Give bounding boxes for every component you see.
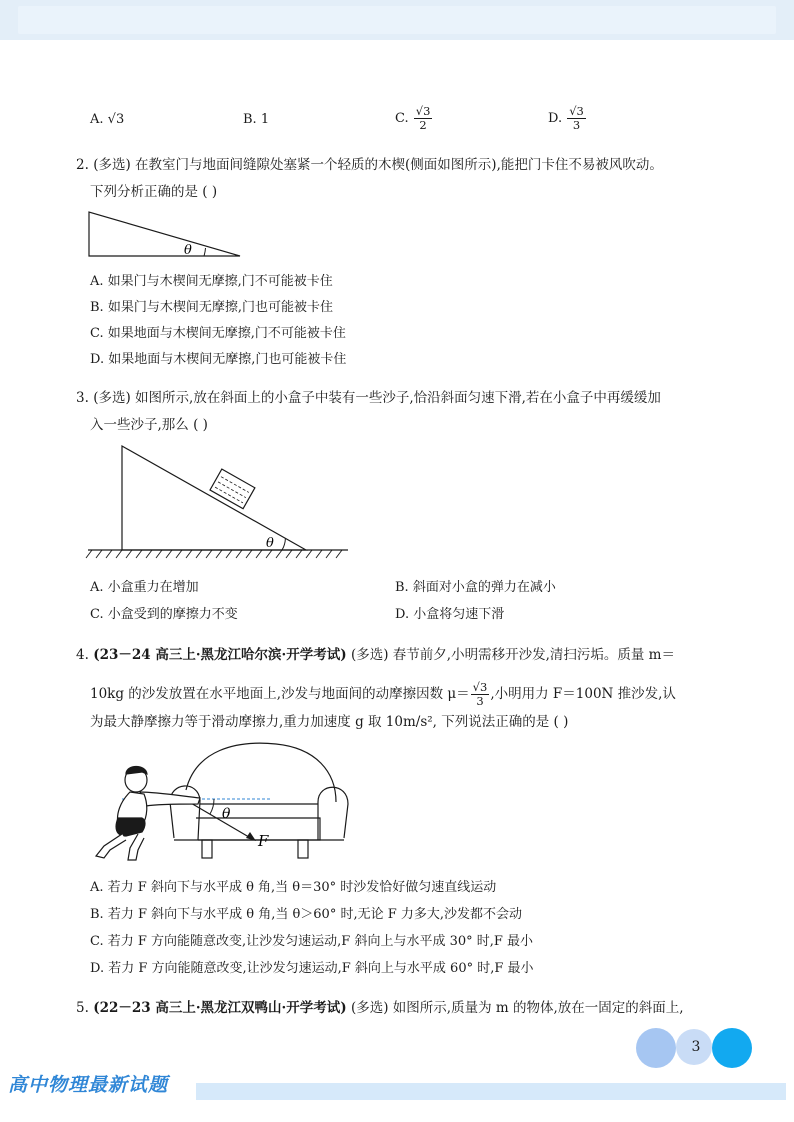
q4-option-d: D. 若力 F 方向能随意改变,让沙发匀速运动,F 斜向上与水平成 60° 时,F 最小 — [90, 961, 534, 976]
q3-option-d: D. 小盒将匀速下滑 — [395, 607, 505, 622]
q1-option-c — [395, 101, 433, 137]
q4-option-a: A. 若力 F 斜向下与水平成 θ 角,当 θ＝30° 时沙发恰好做匀速直线运动 — [90, 880, 497, 895]
q1-option-d-fraction — [567, 105, 586, 132]
q5-text: 如图所示,质量为 m 的物体,放在一固定的斜面上, — [392, 1000, 684, 1016]
q2-option-b: B. 如果门与木楔间无摩擦,门也可能被卡住 — [90, 300, 333, 315]
q4-stem-line2 — [90, 676, 676, 712]
q2-theta-label: θ — [184, 243, 192, 258]
q2-number: 2. — [76, 157, 89, 173]
q1-option-d-numerator: √3 — [569, 104, 584, 118]
q4-text-2a: 10kg 的沙发放置在水平地面上,沙发与地面间的动摩擦因数 μ＝ — [90, 686, 470, 702]
q1-option-d — [548, 101, 587, 137]
q4-force-label: F — [258, 832, 269, 850]
q3-angle-arc — [282, 538, 285, 550]
q4-force-arrow — [184, 799, 254, 840]
q4-person-pushing — [96, 767, 200, 861]
q1-option-a-value: √3 — [107, 112, 125, 127]
q1-option-c-letter: C. — [395, 111, 409, 126]
q1-option-d-letter: D. — [548, 111, 563, 126]
q3-stem-line2: 入一些沙子,那么 ( ) — [90, 417, 208, 433]
q3-incline-figure — [86, 442, 356, 567]
q1-option-b-letter: B. — [243, 112, 257, 127]
q3-option-b: B. 斜面对小盒的弹力在减小 — [395, 580, 556, 595]
q3-ground-hatching — [86, 550, 342, 558]
footer-brand-text: 高中物理最新试题 — [8, 1074, 169, 1096]
q2-text-1: 在教室门与地面间缝隙处塞紧一个轻质的木楔(侧面如图所示),能把门卡住不易被风吹动。 — [135, 157, 663, 173]
q1-option-c-numerator: √3 — [415, 104, 431, 118]
q1-option-c-denominator: 2 — [419, 118, 427, 132]
q3-number: 3. — [76, 390, 89, 406]
q5-source: (22－23 高三上·黑龙江双鸭山·开学考试) — [93, 1000, 347, 1016]
q1-option-b-value: 1 — [260, 112, 270, 127]
q4-text-2b: ,小明用力 F＝100N 推沙发,认 — [490, 686, 676, 702]
q1-option-a-letter: A. — [90, 112, 104, 127]
q3-option-a: A. 小盒重力在增加 — [90, 580, 199, 595]
q2-stem-line1 — [76, 155, 663, 175]
q2-option-d: D. 如果地面与木楔间无摩擦,门也可能被卡住 — [90, 352, 347, 367]
q1-option-a — [90, 110, 124, 130]
footer-circle-left — [636, 1028, 676, 1068]
footer-bar — [196, 1083, 786, 1100]
q4-theta-label: θ — [222, 806, 231, 822]
q4-mu-numerator: √3 — [472, 680, 488, 694]
q1-option-d-denominator: 3 — [572, 118, 581, 132]
q2-option-c: C. 如果地面与木楔间无摩擦,门不可能被卡住 — [90, 326, 346, 341]
q3-theta-label: θ — [266, 536, 274, 551]
q2-angle-arc — [204, 248, 206, 256]
q4-mu-denominator: 3 — [476, 694, 484, 708]
q4-stem-line1 — [76, 645, 675, 665]
q4-sofa-leg-left — [202, 840, 212, 858]
q4-source: (23－24 高三上·黑龙江哈尔滨·开学考试) — [93, 647, 347, 663]
q4-text-1: 春节前夕,小明需移开沙发,清扫污垢。质量 m＝ — [392, 647, 675, 663]
q3-stem-line1 — [76, 388, 661, 408]
top-header-inner — [18, 6, 776, 34]
q1-option-c-fraction — [414, 105, 433, 132]
q3-text-1: 如图所示,放在斜面上的小盒子中装有一些沙子,恰沿斜面匀速下滑,若在小盒子中再缓缓加 — [135, 390, 661, 406]
q3-option-c: C. 小盒受到的摩擦力不变 — [90, 607, 238, 622]
q4-tag: (多选) — [350, 647, 389, 663]
q4-sofa-left-arm — [170, 786, 200, 840]
q4-number: 4. — [76, 647, 89, 663]
q4-angle-arc — [210, 799, 214, 814]
q3-incline-shape — [122, 446, 306, 550]
q5-number: 5. — [76, 1000, 89, 1016]
q3-tag: (多选) — [93, 390, 131, 406]
page-number: 3 — [691, 1039, 701, 1055]
q2-wedge-shape — [89, 212, 240, 256]
q3-box-with-sand — [210, 469, 255, 509]
q2-option-a: A. 如果门与木楔间无摩擦,门不可能被卡住 — [90, 274, 333, 289]
q2-stem-line2: 下列分析正确的是 ( ) — [90, 184, 218, 200]
q4-sofa-figure — [86, 742, 356, 867]
footer-circle-right — [712, 1028, 752, 1068]
q2-wedge-figure — [88, 210, 248, 260]
q4-mu-fraction — [471, 681, 490, 708]
q5-stem-line1 — [76, 998, 684, 1018]
q4-option-b: B. 若力 F 斜向下与水平成 θ 角,当 θ＞60° 时,无论 F 力多大,沙发都不会动 — [90, 907, 523, 922]
top-header-band — [0, 0, 794, 40]
q4-sofa-back — [186, 743, 336, 802]
q4-stem-line3: 为最大静摩擦力等于滑动摩擦力,重力加速度 g 取 10m/s², 下列说法正确的是 ( ) — [90, 714, 569, 730]
q4-option-c: C. 若力 F 方向能随意改变,让沙发匀速运动,F 斜向上与水平成 30° 时,F 最小 — [90, 934, 534, 949]
q5-tag: (多选) — [350, 1000, 389, 1016]
q2-tag: (多选) — [93, 157, 131, 173]
q4-sofa-right-arm — [318, 787, 348, 838]
q4-sofa-leg-right — [298, 840, 308, 858]
q4-sofa-seat — [174, 804, 320, 840]
q1-option-b — [243, 110, 269, 130]
